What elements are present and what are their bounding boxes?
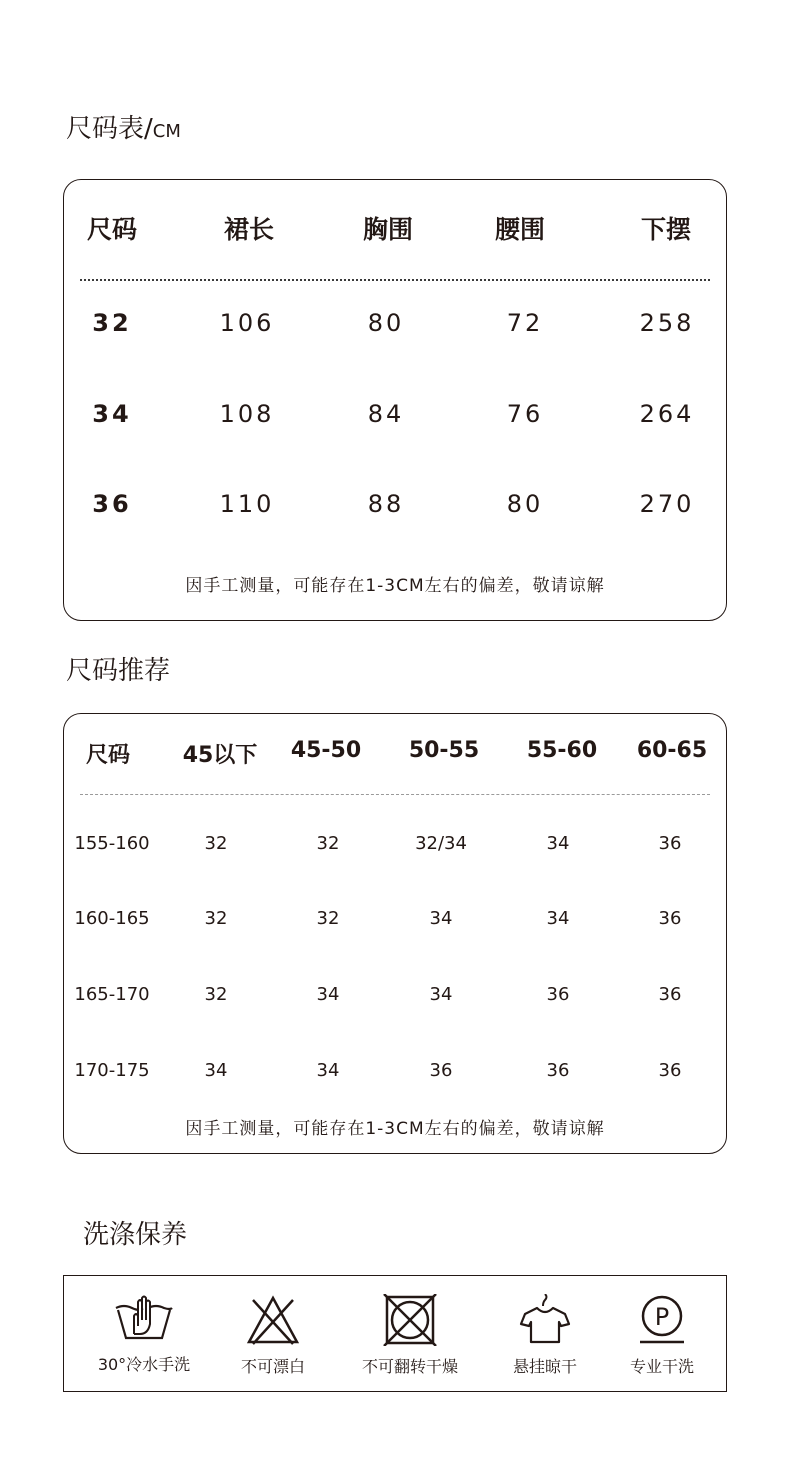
size-cell: 36 bbox=[658, 1060, 682, 1081]
recommend-header: 50-55 bbox=[408, 738, 480, 763]
bust-cell: 88 bbox=[367, 490, 405, 518]
size-chart-header: 尺码 bbox=[86, 215, 138, 244]
size-cell: 32 bbox=[204, 908, 228, 929]
size-chart-header: 裙长 bbox=[223, 215, 275, 244]
hem-cell: 264 bbox=[639, 400, 695, 428]
care-item-no-bleach bbox=[208, 1276, 338, 1377]
care-item-no-tumble-dry bbox=[345, 1276, 475, 1377]
hang-dry-icon bbox=[517, 1294, 573, 1346]
care-label: 不可翻转干燥 bbox=[361, 1357, 458, 1376]
size-cell: 36 bbox=[546, 984, 570, 1005]
size-cell: 34 bbox=[316, 1060, 340, 1081]
size-cell: 36 bbox=[658, 833, 682, 854]
no-bleach-icon bbox=[245, 1294, 301, 1346]
svg-text:P: P bbox=[654, 1303, 670, 1331]
size-cell: 36 bbox=[429, 1060, 453, 1081]
height-cell: 170-175 bbox=[74, 1060, 150, 1081]
length-cell: 106 bbox=[219, 309, 275, 337]
size-cell: 34 bbox=[204, 1060, 228, 1081]
no-tumble-dry-icon bbox=[382, 1294, 438, 1346]
recommend-title: 尺码推荐 bbox=[66, 656, 171, 686]
hem-cell: 270 bbox=[639, 490, 695, 518]
size-chart-title-text: 尺码表/ bbox=[66, 114, 153, 144]
size-cell: 36 bbox=[658, 984, 682, 1005]
recommend-header: 45-50 bbox=[290, 738, 362, 763]
care-label: 30°冷水手洗 bbox=[97, 1355, 191, 1374]
size-cell: 34 bbox=[429, 908, 453, 929]
size-chart-header: 下摆 bbox=[640, 215, 692, 244]
size-cell: 32 bbox=[204, 833, 228, 854]
recommend-divider bbox=[80, 794, 710, 795]
waist-cell: 72 bbox=[506, 309, 544, 337]
care-box bbox=[63, 1275, 727, 1392]
recommend-note: 因手工测量，可能存在1-3CM左右的偏差，敬请谅解 bbox=[185, 1119, 605, 1139]
hem-cell: 258 bbox=[639, 309, 695, 337]
size-chart-header: 腰围 bbox=[494, 215, 546, 244]
height-cell: 160-165 bbox=[74, 908, 150, 929]
size-cell: 34 bbox=[316, 984, 340, 1005]
bust-cell: 84 bbox=[367, 400, 405, 428]
size-cell: 32/34 bbox=[415, 833, 467, 854]
care-item-hand-wash bbox=[79, 1276, 209, 1375]
size-cell: 32 bbox=[204, 984, 228, 1005]
recommend-header: 60-65 bbox=[636, 738, 708, 763]
size-chart-unit: CM bbox=[152, 121, 181, 142]
bust-cell: 80 bbox=[367, 309, 405, 337]
size-chart-title bbox=[66, 108, 181, 145]
care-label: 专业干洗 bbox=[629, 1357, 694, 1376]
size-chart-note: 因手工测量，可能存在1-3CM左右的偏差，敬请谅解 bbox=[185, 576, 605, 596]
size-cell: 34 bbox=[546, 908, 570, 929]
care-item-hang-dry bbox=[480, 1276, 610, 1377]
size-chart-divider bbox=[80, 279, 710, 281]
size-chart-header: 胸围 bbox=[362, 215, 414, 244]
care-label: 不可漂白 bbox=[240, 1357, 305, 1376]
size-cell: 34 bbox=[546, 833, 570, 854]
recommend-header: 尺码 bbox=[85, 743, 131, 768]
recommend-card bbox=[63, 713, 727, 1154]
waist-cell: 80 bbox=[506, 490, 544, 518]
size-chart-card bbox=[63, 179, 727, 621]
care-title: 洗涤保养 bbox=[83, 1220, 188, 1250]
size-cell: 32 bbox=[92, 309, 132, 337]
size-cell: 34 bbox=[429, 984, 453, 1005]
height-cell: 155-160 bbox=[74, 833, 150, 854]
size-cell: 36 bbox=[92, 490, 132, 518]
size-cell: 36 bbox=[546, 1060, 570, 1081]
size-cell: 32 bbox=[316, 908, 340, 929]
size-cell: 34 bbox=[92, 400, 132, 428]
recommend-header: 55-60 bbox=[526, 738, 598, 763]
waist-cell: 76 bbox=[506, 400, 544, 428]
size-cell: 32 bbox=[316, 833, 340, 854]
hand-wash-icon bbox=[112, 1294, 176, 1344]
care-label: 悬挂晾干 bbox=[512, 1357, 577, 1376]
size-cell: 36 bbox=[658, 908, 682, 929]
dry-clean-p-icon bbox=[634, 1294, 690, 1346]
recommend-header: 45以下 bbox=[182, 743, 258, 768]
height-cell: 165-170 bbox=[74, 984, 150, 1005]
length-cell: 108 bbox=[219, 400, 275, 428]
care-item-dry-clean bbox=[597, 1276, 727, 1377]
length-cell: 110 bbox=[219, 490, 275, 518]
